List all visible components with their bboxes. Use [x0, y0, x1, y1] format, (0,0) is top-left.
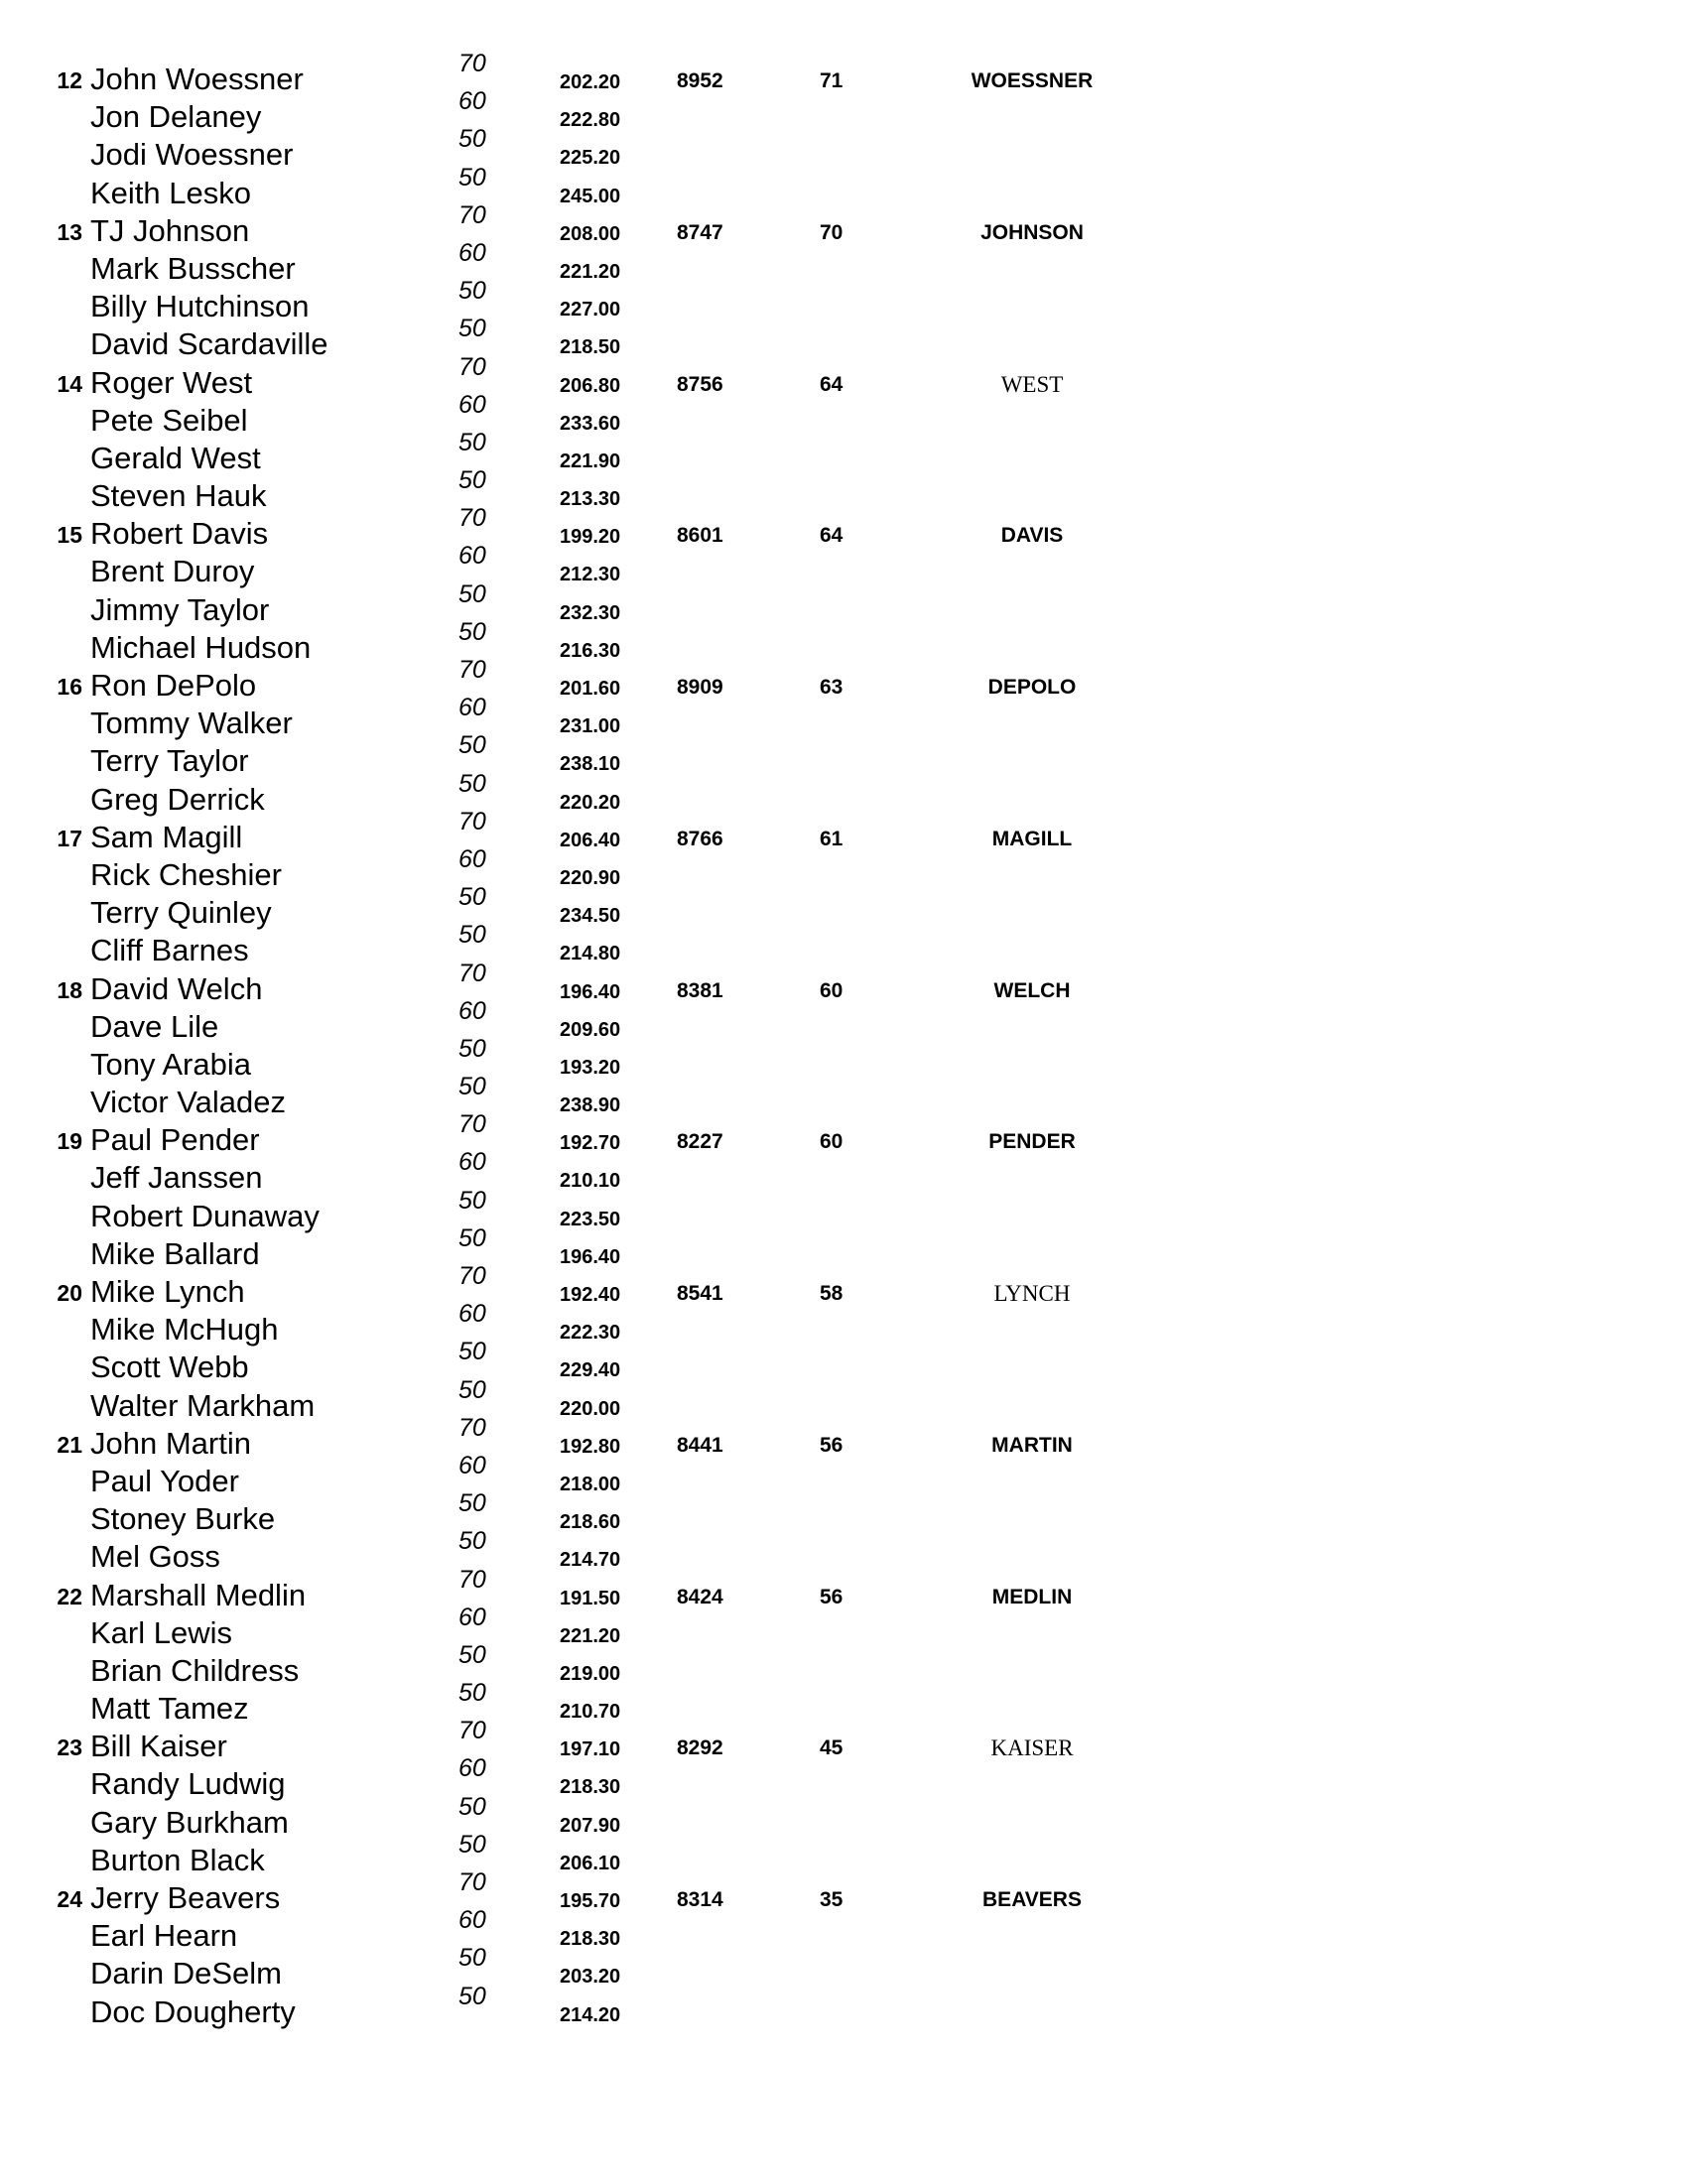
team-rank: 14	[57, 370, 82, 397]
bowler-average: 225.20	[560, 147, 621, 170]
team-name: BEAVERS	[982, 1888, 1082, 1911]
team-row-member	[0, 1640, 1688, 1691]
team-total: 8747	[677, 220, 723, 244]
bowler-name: Robert Dunaway	[90, 1198, 320, 1233]
bowler-class: 50	[458, 163, 486, 192]
bowler-class: 50	[458, 277, 486, 306]
bowler-name: Cliff Barnes	[90, 933, 249, 968]
bowler-class: 70	[458, 504, 486, 533]
bowler-class: 60	[458, 1603, 486, 1631]
team-row-member	[0, 1754, 1688, 1804]
bowler-class: 50	[458, 1223, 486, 1252]
bowler-class: 70	[458, 1868, 486, 1896]
bowler-average: 210.70	[560, 1701, 621, 1724]
bowler-class: 50	[458, 1527, 486, 1556]
team-rank: 20	[57, 1280, 82, 1306]
bowler-average: 209.60	[560, 1018, 621, 1041]
bowler-name: Tommy Walker	[90, 706, 293, 741]
bowler-name: Randy Ludwig	[90, 1766, 286, 1802]
bowler-name: Jon Delaney	[90, 99, 262, 135]
bowler-average: 192.80	[560, 1435, 621, 1458]
team-row-member	[0, 1982, 1688, 2032]
bowler-class: 70	[458, 352, 486, 381]
bowler-name: Mel Goss	[90, 1539, 220, 1575]
bowler-name: Bill Kaiser	[90, 1729, 227, 1764]
bowler-class: 50	[458, 1679, 486, 1708]
bowler-class: 50	[458, 1792, 486, 1821]
bowler-average: 232.30	[560, 601, 621, 624]
bowler-name: Mark Busscher	[90, 250, 296, 286]
team-points: 35	[820, 1888, 844, 1911]
team-points: 58	[820, 1282, 844, 1305]
bowler-class: 50	[458, 315, 486, 343]
team-total: 8424	[677, 1585, 723, 1608]
team-name: DAVIS	[1000, 524, 1064, 548]
bowler-class: 50	[458, 579, 486, 608]
bowler-class: 60	[458, 238, 486, 267]
team-row-lead	[0, 50, 1688, 99]
bowler-average: 197.10	[560, 1738, 621, 1761]
bowler-name: Greg Derrick	[90, 781, 265, 817]
bowler-class: 50	[458, 1489, 486, 1518]
bowler-average: 208.00	[560, 222, 621, 245]
bowler-class: 70	[458, 50, 486, 77]
bowler-name: Terry Taylor	[90, 743, 249, 779]
team-points: 64	[820, 372, 844, 396]
team-name: MARTIN	[991, 1433, 1073, 1457]
bowler-name: Roger West	[90, 364, 253, 400]
bowler-name: Brian Childress	[90, 1652, 300, 1688]
team-row-member	[0, 769, 1688, 820]
team-row-member	[0, 466, 1688, 516]
team-row-member	[0, 390, 1688, 441]
team-row-member	[0, 1338, 1688, 1387]
bowler-name: Jimmy Taylor	[90, 591, 270, 627]
bowler-class: 70	[458, 656, 486, 684]
bowler-average: 229.40	[560, 1359, 621, 1382]
bowler-average: 218.50	[560, 336, 621, 359]
team-row-lead	[0, 200, 1688, 251]
bowler-average: 199.20	[560, 526, 621, 549]
bowler-class: 50	[458, 1830, 486, 1859]
bowler-name: Walter Markham	[90, 1387, 316, 1423]
bowler-name: Marshall Medlin	[90, 1577, 307, 1612]
team-row-member	[0, 542, 1688, 591]
team-total: 8292	[677, 1736, 723, 1760]
bowler-average: 206.10	[560, 1852, 621, 1874]
team-row-member	[0, 87, 1688, 137]
team-name: WOESSNER	[971, 69, 1094, 92]
team-row-lead	[0, 1262, 1688, 1312]
bowler-average: 191.50	[560, 1587, 621, 1609]
bowler-class: 60	[458, 844, 486, 873]
team-row-member	[0, 1223, 1688, 1274]
bowler-name: David Welch	[90, 970, 263, 1006]
bowler-class: 70	[458, 1262, 486, 1290]
bowler-average: 214.20	[560, 2003, 621, 2026]
bowler-average: 245.00	[560, 185, 621, 207]
team-total: 8766	[677, 827, 723, 850]
team-row-member	[0, 238, 1688, 289]
bowler-name: Burton Black	[90, 1842, 265, 1877]
team-row-member	[0, 1073, 1688, 1122]
team-rank: 24	[57, 1886, 82, 1912]
team-rank: 16	[57, 674, 82, 700]
bowler-average: 207.90	[560, 1814, 621, 1837]
bowler-name: Victor Valadez	[90, 1085, 287, 1120]
team-rank: 22	[57, 1583, 82, 1609]
bowler-average: 223.50	[560, 1208, 621, 1230]
team-row-member	[0, 1944, 1688, 1993]
bowler-class: 60	[458, 542, 486, 571]
bowler-class: 60	[458, 1754, 486, 1783]
team-total: 8952	[677, 69, 723, 92]
bowler-name: Pete Seibel	[90, 402, 248, 438]
team-row-member	[0, 1451, 1688, 1501]
bowler-average: 203.20	[560, 1966, 621, 1989]
bowler-average: 214.70	[560, 1549, 621, 1572]
team-total: 8601	[677, 524, 723, 548]
bowler-name: Mike Ballard	[90, 1235, 260, 1271]
team-total: 8756	[677, 372, 723, 396]
bowler-class: 50	[458, 769, 486, 798]
team-row-member	[0, 844, 1688, 895]
bowler-average: 206.40	[560, 829, 621, 851]
bowler-class: 70	[458, 200, 486, 229]
bowler-class: 60	[458, 87, 486, 116]
team-row-member	[0, 694, 1688, 743]
bowler-class: 70	[458, 1565, 486, 1594]
bowler-name: Mike Lynch	[90, 1274, 245, 1309]
team-rank: 15	[57, 522, 82, 549]
team-row-member	[0, 1792, 1688, 1843]
team-total: 8909	[677, 676, 723, 699]
team-row-member	[0, 277, 1688, 326]
bowler-average: 227.00	[560, 299, 621, 321]
team-name: KAISER	[990, 1735, 1074, 1761]
bowler-name: Jodi Woessner	[90, 137, 294, 173]
team-name: WELCH	[993, 978, 1071, 1002]
team-name: WEST	[1000, 371, 1064, 397]
bowler-name: Steven Hauk	[90, 478, 267, 514]
bowler-name: Keith Lesko	[90, 175, 251, 210]
bowler-name: Doc Dougherty	[90, 1993, 296, 2029]
team-row-member	[0, 125, 1688, 175]
bowler-class: 50	[458, 1944, 486, 1973]
bowler-average: 234.50	[560, 905, 621, 928]
bowler-average: 201.60	[560, 678, 621, 700]
team-total: 8541	[677, 1282, 723, 1305]
bowler-class: 70	[458, 1717, 486, 1745]
bowler-class: 50	[458, 1186, 486, 1215]
bowler-average: 220.20	[560, 791, 621, 814]
team-row-member	[0, 1300, 1688, 1349]
bowler-name: Billy Hutchinson	[90, 289, 310, 324]
bowler-average: 196.40	[560, 1245, 621, 1268]
bowler-average: 231.00	[560, 715, 621, 738]
bowler-name: Karl Lewis	[90, 1614, 232, 1650]
bowler-class: 70	[458, 1413, 486, 1442]
bowler-name: TJ Johnson	[90, 212, 250, 248]
bowler-name: Brent Duroy	[90, 554, 255, 589]
bowler-class: 50	[458, 466, 486, 495]
bowler-name: Scott Webb	[90, 1349, 249, 1385]
bowler-average: 214.80	[560, 943, 621, 965]
team-row-member	[0, 1527, 1688, 1577]
bowler-class: 60	[458, 1300, 486, 1329]
bowler-name: John Woessner	[90, 62, 304, 96]
bowler-average: 213.30	[560, 488, 621, 511]
team-points: 56	[820, 1433, 844, 1457]
team-points: 60	[820, 978, 844, 1002]
bowler-class: 50	[458, 731, 486, 760]
bowler-average: 220.00	[560, 1397, 621, 1420]
bowler-name: Gerald West	[90, 440, 261, 475]
team-row-lead	[0, 1868, 1688, 1918]
bowler-average: 222.30	[560, 1322, 621, 1345]
bowler-name: Gary Burkham	[90, 1804, 289, 1840]
bowler-average: 218.00	[560, 1473, 621, 1495]
bowler-average: 219.00	[560, 1662, 621, 1685]
team-points: 56	[820, 1585, 844, 1608]
team-row-member	[0, 1679, 1688, 1729]
team-row-member	[0, 1186, 1688, 1236]
team-row-lead	[0, 1717, 1688, 1766]
team-row-lead	[0, 1110, 1688, 1160]
team-row-member	[0, 428, 1688, 478]
team-row-member	[0, 883, 1688, 933]
bowler-name: Michael Hudson	[90, 629, 312, 665]
team-rank: 17	[57, 825, 82, 851]
bowler-class: 70	[458, 807, 486, 835]
bowler-name: Jeff Janssen	[90, 1160, 263, 1196]
bowler-name: Ron DePolo	[90, 668, 257, 703]
bowler-average: 221.20	[560, 260, 621, 283]
bowler-class: 50	[458, 1640, 486, 1669]
team-name: LYNCH	[993, 1281, 1071, 1306]
bowler-class: 60	[458, 1906, 486, 1935]
team-row-lead	[0, 352, 1688, 403]
bowler-class: 50	[458, 428, 486, 456]
bowler-average: 192.40	[560, 1284, 621, 1306]
team-points: 70	[820, 220, 844, 244]
bowler-average: 222.80	[560, 109, 621, 132]
bowler-class: 50	[458, 1982, 486, 2010]
team-row-member	[0, 617, 1688, 668]
bowler-class: 50	[458, 125, 486, 154]
team-points: 61	[820, 827, 844, 850]
bowler-name: Jerry Beavers	[90, 1880, 281, 1915]
bowler-average: 218.60	[560, 1511, 621, 1534]
team-rank: 12	[57, 67, 82, 93]
team-row-lead	[0, 807, 1688, 857]
team-total: 8441	[677, 1433, 723, 1457]
team-row-lead	[0, 656, 1688, 706]
team-total: 8227	[677, 1130, 723, 1154]
bowler-name: Paul Pender	[90, 1122, 260, 1158]
bowler-class: 60	[458, 1148, 486, 1177]
bowler-name: Rick Cheshier	[90, 856, 282, 892]
team-row-member	[0, 1148, 1688, 1198]
team-row-member	[0, 579, 1688, 630]
bowler-class: 60	[458, 694, 486, 722]
bowler-average: 220.90	[560, 866, 621, 889]
bowler-average: 221.20	[560, 1624, 621, 1647]
bowler-class: 60	[458, 390, 486, 419]
bowler-name: John Martin	[90, 1425, 251, 1461]
bowler-average: 218.30	[560, 1776, 621, 1799]
team-rank: 18	[57, 976, 82, 1003]
bowler-average: 216.30	[560, 639, 621, 662]
bowler-name: Mike McHugh	[90, 1312, 279, 1348]
team-row-member	[0, 315, 1688, 364]
team-results-list	[0, 50, 1688, 2032]
team-total: 8381	[677, 978, 723, 1002]
bowler-class: 70	[458, 959, 486, 987]
team-row-lead	[0, 959, 1688, 1009]
bowler-name: Stoney Burke	[90, 1501, 276, 1537]
bowler-name: David Scardaville	[90, 326, 328, 362]
bowler-average: 192.70	[560, 1132, 621, 1155]
bowler-class: 50	[458, 1034, 486, 1063]
team-row-lead	[0, 1565, 1688, 1615]
team-row-member	[0, 1375, 1688, 1426]
bowler-class: 50	[458, 1375, 486, 1404]
team-points: 45	[820, 1736, 844, 1760]
team-row-member	[0, 1034, 1688, 1085]
bowler-average: 196.40	[560, 980, 621, 1003]
team-name: DEPOLO	[987, 676, 1077, 699]
bowler-name: Terry Quinley	[90, 895, 272, 931]
team-row-member	[0, 1489, 1688, 1539]
bowler-class: 50	[458, 617, 486, 646]
team-points: 63	[820, 676, 844, 699]
bowler-name: Earl Hearn	[90, 1918, 238, 1954]
team-points: 64	[820, 524, 844, 548]
bowler-class: 60	[458, 1451, 486, 1479]
team-row-member	[0, 731, 1688, 781]
team-row-member	[0, 921, 1688, 970]
bowler-class: 70	[458, 1110, 486, 1139]
team-rank: 21	[57, 1431, 82, 1458]
team-row-member	[0, 1830, 1688, 1880]
bowler-average: 206.80	[560, 374, 621, 397]
bowler-name: Matt Tamez	[90, 1691, 249, 1727]
bowler-average: 221.90	[560, 450, 621, 472]
bowler-name: Darin DeSelm	[90, 1956, 282, 1991]
bowler-average: 210.10	[560, 1170, 621, 1193]
team-name: MAGILL	[991, 827, 1073, 850]
team-total: 8314	[677, 1888, 723, 1911]
team-row-lead	[0, 504, 1688, 554]
bowler-name: Robert Davis	[90, 516, 269, 552]
bowler-name: Dave Lile	[90, 1008, 219, 1044]
bowler-class: 50	[458, 883, 486, 912]
bowler-average: 202.20	[560, 71, 621, 93]
bowler-class: 50	[458, 1338, 486, 1366]
bowler-name: Tony Arabia	[90, 1046, 251, 1082]
team-name: JOHNSON	[980, 220, 1084, 244]
bowler-class: 50	[458, 1073, 486, 1101]
bowler-class: 60	[458, 996, 486, 1025]
team-points: 71	[820, 69, 844, 92]
bowler-name: Sam Magill	[90, 819, 243, 854]
team-name: MEDLIN	[991, 1585, 1073, 1608]
team-rank: 23	[57, 1734, 82, 1761]
bowler-average: 193.20	[560, 1056, 621, 1079]
bowler-average: 212.30	[560, 564, 621, 586]
team-rank: 13	[57, 218, 82, 245]
team-name: PENDER	[988, 1130, 1076, 1154]
team-row-member	[0, 1906, 1688, 1956]
team-rank: 19	[57, 1128, 82, 1155]
bowler-average: 218.30	[560, 1928, 621, 1951]
bowler-average: 238.90	[560, 1094, 621, 1117]
bowler-name: Paul Yoder	[90, 1463, 239, 1498]
bowler-average: 233.60	[560, 412, 621, 435]
team-row-member	[0, 996, 1688, 1047]
team-row-member	[0, 1603, 1688, 1653]
team-row-lead	[0, 1413, 1688, 1464]
bowler-class: 50	[458, 921, 486, 950]
team-row-member	[0, 163, 1688, 213]
bowler-average: 195.70	[560, 1890, 621, 1912]
bowler-average: 238.10	[560, 753, 621, 776]
team-points: 60	[820, 1130, 844, 1154]
